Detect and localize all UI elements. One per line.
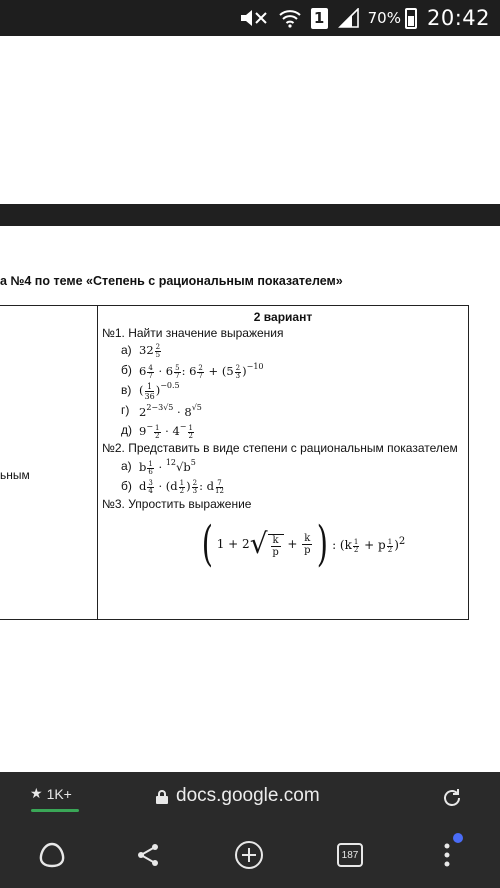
menu-notification-dot [453,833,463,843]
add-icon[interactable] [234,840,264,870]
url-field[interactable]: docs.google.com [176,785,320,806]
item-label: д) [121,423,132,438]
expression: b $\frac{1}{6}$ · $^{12}√b^5$ [139,457,196,476]
expression: $2^{2-3√5} \cdot 8^{√5}$ [139,402,202,419]
battery-percent: 70% [367,9,401,27]
task-table [0,305,469,620]
item-label: в) [121,383,132,398]
expression: 32 $\frac{2}{5}$ [139,343,161,360]
item-label: г) [121,403,130,418]
expression: 9− $\frac{1}{2}$ · 4− $\frac{1}{2}$ [139,422,193,441]
task3-title: №3. Упростить выражение [102,496,252,511]
task1-item-b [102,361,464,381]
wifi-icon [279,8,301,28]
variant-title: 2 вариант [253,310,313,324]
nav-row [0,832,500,882]
expression: ( $\frac{1}{36}$ )$^{-0.5}$ [139,381,180,401]
notification-badge: 1 [311,8,328,29]
clock: 20:42 [426,6,490,30]
page-divider-band [0,204,500,226]
reload-icon[interactable] [440,786,464,810]
browser-toolbar [0,772,500,888]
task1-title: №1. Найти значение выражения [102,325,284,340]
task3-expression: ( 1 + 2 √ $\frac{k}{p}$ + $\frac{k}{p}$ ) : (k $\frac{1}{2}$ + p $\frac{1}{2}$ )$^2$ [201,516,406,573]
home-icon[interactable] [37,840,67,870]
star-icon: ★ [30,785,43,801]
task1-item-d [102,401,464,421]
variant-2-column [102,310,464,572]
tabs-icon[interactable] [335,840,365,870]
task1-item-c [102,381,464,401]
battery-icon [405,8,417,29]
column-divider [97,306,98,619]
mute-icon [239,9,269,27]
task2-item-b [102,477,464,497]
left-column-fragment: ьным [0,468,30,482]
progress-indicator [31,809,79,812]
star-count-button[interactable] [30,785,72,802]
item-label: а) [121,458,132,473]
item-label: б) [121,363,132,378]
item-label: а) [121,343,132,358]
task2-item-a [102,457,464,477]
status-bar [0,0,500,36]
expression: 6 $\frac{4}{7}$ · 6 $\frac{5}{7}$ : 6 $\frac{2}{7}$ + (5 $\frac{2}{3}$ )$^{-10}$ [139,362,264,381]
task1-item-a [102,341,464,361]
signal-icon [338,8,360,28]
tabs-count: 187 [337,843,363,867]
document-heading: а №4 по теме «Степень с рациональным показателем» [0,274,343,288]
task1-item-e [102,421,464,441]
share-icon[interactable] [133,840,163,870]
task2-title: №2. Представить в виде степени с рациональным показателем [102,441,458,456]
expression: d $\frac{3}{4}$ · (d $\frac{1}{2}$ ) $\frac{2}{3}$ : d $\frac{7}{12}$ [139,478,224,495]
lock-icon[interactable] [156,790,168,804]
item-label: б) [121,478,132,493]
star-count-label: 1K+ [46,785,72,802]
more-icon[interactable] [432,840,462,870]
